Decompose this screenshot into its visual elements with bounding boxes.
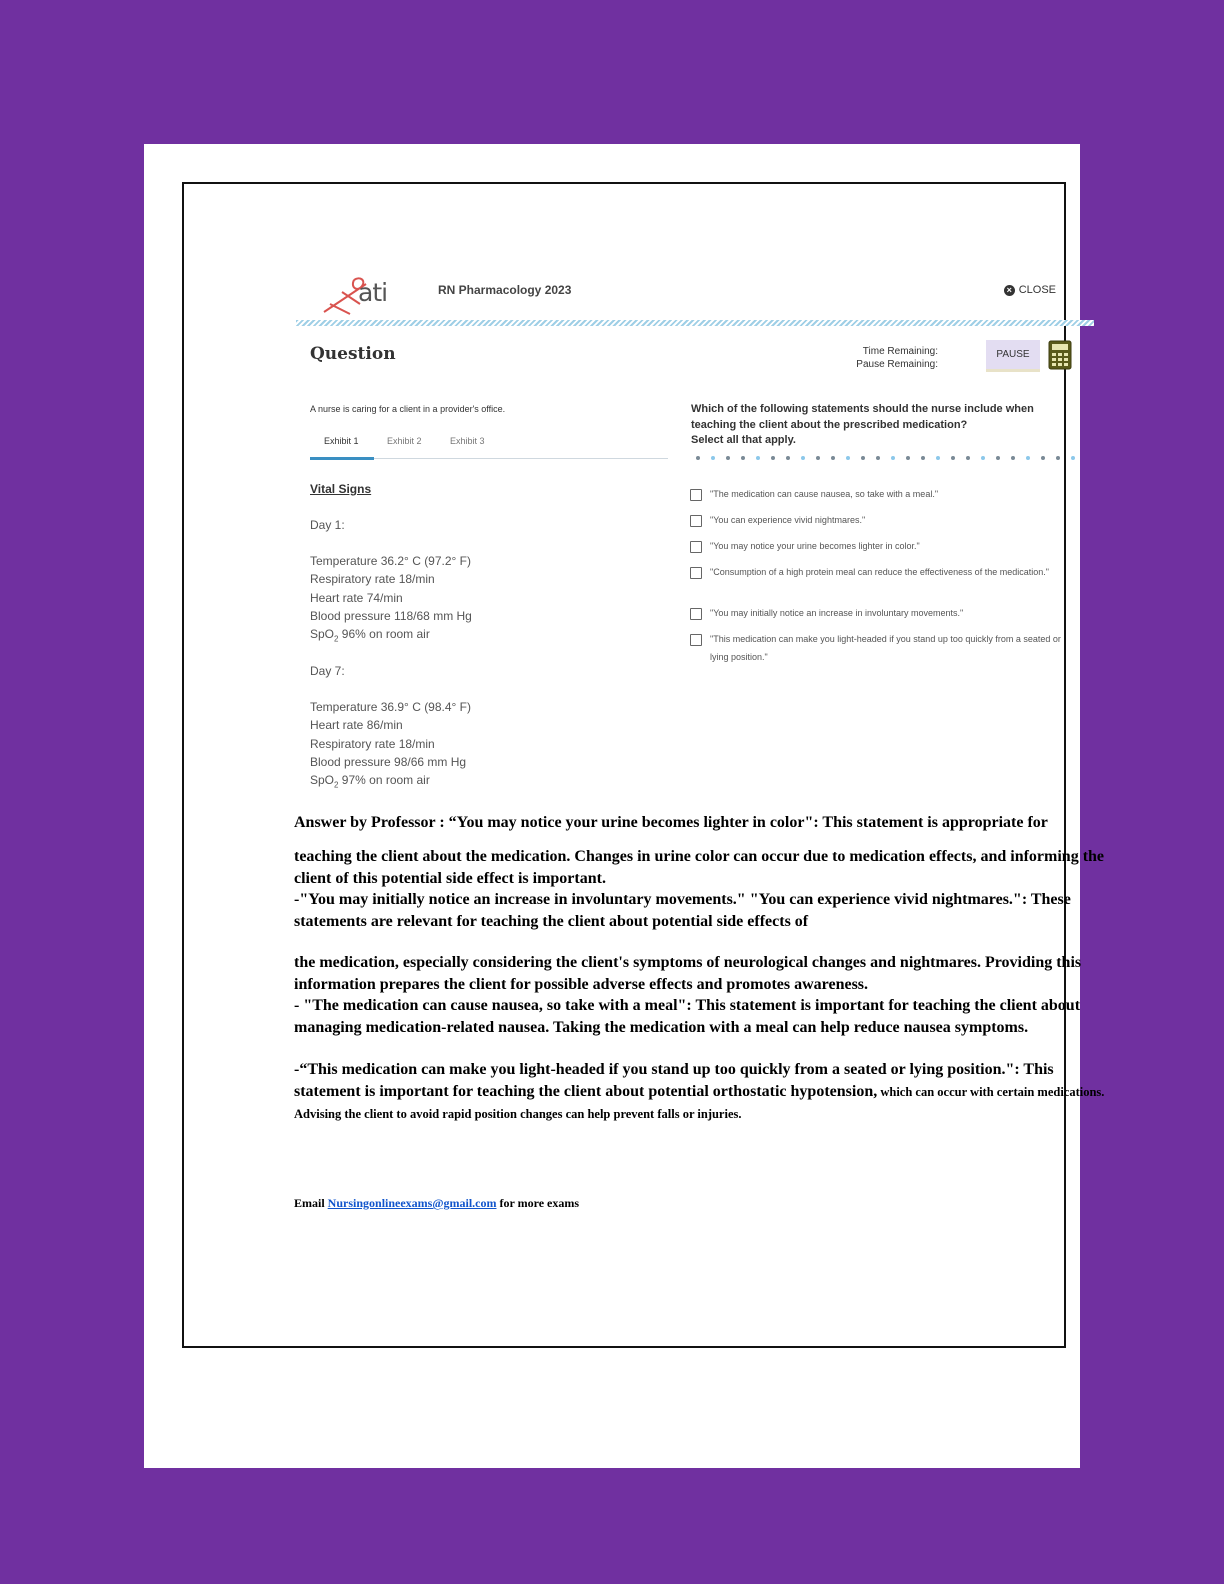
email-link[interactable]: Nursingonlineexams@gmail.com (327, 1196, 497, 1210)
progress-dot (1026, 456, 1030, 460)
document-page (144, 144, 1105, 1468)
progress-dot (891, 456, 895, 460)
pause-remaining-label: Pause Remaining: (856, 359, 938, 370)
question-stem: A nurse is caring for a client in a provider's office. (310, 404, 506, 414)
progress-dot (906, 456, 910, 460)
pause-button[interactable]: PAUSE (986, 340, 1040, 372)
vital-item: Temperature 36.2° C (97.2° F) (310, 554, 471, 569)
day1-label: Day 1: (310, 518, 345, 532)
answer-paragraph-2: teaching the client about the medication. Changes in urine color can occur due to medication effects, and informing the client of this potential side effect is important. (294, 848, 1105, 887)
tab-exhibit-3[interactable]: Exhibit 3 (450, 436, 485, 446)
vital-item: Blood pressure 98/66 mm Hg (310, 754, 467, 769)
question-prompt: Which of the following statements should the nurse include when teaching the client about the prescribed medication? Select all that apply. (691, 403, 1034, 446)
progress-dot (1071, 456, 1075, 460)
progress-dot (711, 456, 715, 460)
option-checkbox[interactable] (690, 515, 702, 527)
progress-dot (756, 456, 760, 460)
progress-dot (1011, 456, 1015, 460)
close-icon: × (1004, 285, 1015, 296)
header-divider (296, 320, 1094, 326)
email-line: Email Nursingonlineexams@gmail.com for more exams (294, 1196, 580, 1210)
vital-item: Heart rate 74/min (310, 590, 403, 605)
progress-dot (1056, 456, 1060, 460)
progress-dot (996, 456, 1000, 460)
calculator-icon[interactable] (1048, 340, 1072, 370)
option-checkbox[interactable] (690, 567, 702, 579)
progress-dot (861, 456, 865, 460)
progress-dot (876, 456, 880, 460)
answer-option[interactable]: "The medication can cause nausea, so take with a meal." (690, 486, 1070, 504)
option-checkbox[interactable] (690, 489, 702, 501)
vital-item: Respiratory rate 18/min (310, 572, 435, 587)
answer-option[interactable]: "You may initially notice an increase in involuntary movements." (690, 605, 1070, 623)
option-checkbox[interactable] (690, 541, 702, 553)
logo-text: ati (358, 278, 388, 307)
progress-dot (696, 456, 700, 460)
progress-dot (921, 456, 925, 460)
day1-vitals (310, 516, 472, 649)
answer-option[interactable]: "You can experience vivid nightmares." (690, 512, 1070, 530)
vital-spo2: SpO$_2$ 97% on room air (310, 773, 430, 790)
answer-option[interactable]: "You may notice your urine becomes lighter in color." (690, 538, 1070, 556)
progress-dot (1041, 456, 1045, 460)
progress-dot (846, 456, 850, 460)
progress-dot (786, 456, 790, 460)
progress-dot (726, 456, 730, 460)
progress-dot (801, 456, 805, 460)
vital-item: Blood pressure 118/68 mm Hg (310, 608, 472, 623)
option-checkbox[interactable] (690, 608, 702, 620)
tab-exhibit-1[interactable]: Exhibit 1 (324, 436, 359, 446)
progress-dot (741, 456, 745, 460)
option-checkbox[interactable] (690, 634, 702, 646)
app-title: RN Pharmacology 2023 (438, 283, 572, 297)
close-button[interactable] (1004, 284, 1056, 296)
vital-signs-title: Vital Signs (310, 482, 372, 496)
time-remaining-label: Time Remaining: (862, 346, 938, 357)
answer-option[interactable]: "Consumption of a high protein meal can reduce the effectiveness of the medication." (690, 564, 1070, 582)
tab-exhibit-2[interactable]: Exhibit 2 (387, 436, 422, 446)
vital-item: Respiratory rate 18/min (310, 736, 435, 751)
vital-item: Heart rate 86/min (310, 718, 403, 733)
day7-vitals (310, 662, 471, 795)
answer-paragraph-5: - "The medication can cause nausea, so take with a meal": This statement is important for teaching the client about managing medication-related nausea. Taking the medication with a meal can help reduce nausea symptoms. (294, 997, 1081, 1036)
answer-option[interactable]: "This medication can make you light-headed if you stand up too quickly from a seated or lying position." (690, 631, 1070, 666)
exhibit-tabs (310, 434, 668, 459)
answer-paragraph-3: -"You may initially notice an increase in involuntary movements." "You can experience vivid nightmares.": These statements are relevant for teaching the client about potential side effects of (294, 891, 1071, 930)
vital-item: Temperature 36.9° C (98.4° F) (310, 700, 471, 715)
progress-dot (816, 456, 820, 460)
progress-dot (771, 456, 775, 460)
progress-dot (981, 456, 985, 460)
progress-dots (696, 456, 1076, 464)
progress-dot (966, 456, 970, 460)
timer (842, 345, 938, 371)
answer-paragraph-4: the medication, especially considering the client's symptoms of neurological changes and nightmares. Providing this information prepares the client for possible adverse effects and promotes awareness. (294, 954, 1082, 993)
question-title: Question (310, 344, 396, 364)
day7-label: Day 7: (310, 664, 345, 678)
answer-paragraph-1: Answer by Professor : “You may notice your urine becomes lighter in color": This statement is appropriate for (294, 814, 1048, 831)
progress-dot (951, 456, 955, 460)
progress-dot (936, 456, 940, 460)
page-border (182, 182, 1105, 1348)
progress-dot (831, 456, 835, 460)
close-label: CLOSE (1018, 284, 1056, 296)
vital-spo2: SpO$_2$ 96% on room air (310, 627, 430, 644)
active-tab-indicator (310, 457, 374, 460)
exam-screenshot (296, 274, 1094, 794)
answer-paragraph-6: -“This medication can make you light-headed if you stand up too quickly from a seated or lying position.": This statement is important for teaching the client about potential orthostatic hypotension, which can occur with certain medications. Advising the client to avoid rapid position changes can help prevent falls or injuries. (294, 1061, 1105, 1121)
